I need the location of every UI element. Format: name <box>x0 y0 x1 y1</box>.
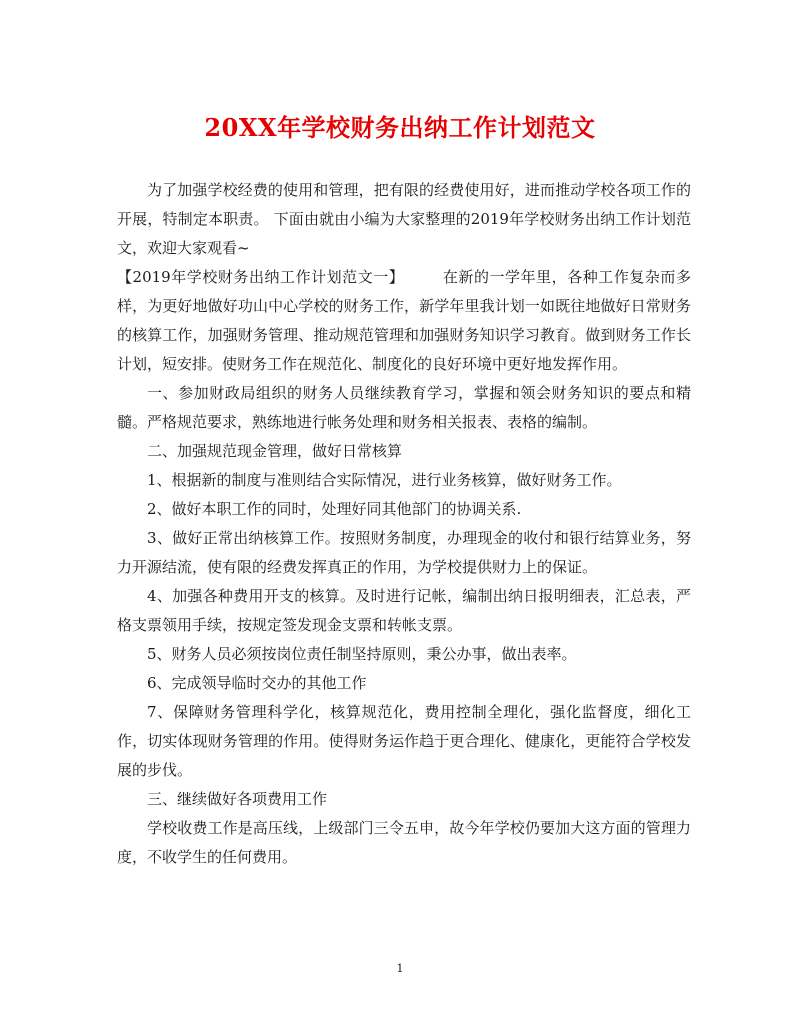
section-heading: 【2019年学校财务出纳工作计划范文一】 <box>117 268 405 286</box>
paragraph-5: 3、做好正常出纳核算工作。按照财务制度，办理现金的收付和银行结算业务，努力开源结流，使有限的经费发挥真正的作用，为学校提供财力上的保证。 <box>117 529 691 576</box>
section-opening: 在新的一学年里，各种工作复杂而多样，为更好地做好功山中心学校的财务工作，新学年里我计划一如既往地做好日常财务的核算工作，加强财务管理、推动规范管理和加强财务知识学习教育。做到财务工作长计划，短安排。使财务工作在规范化、制度化的良好环境中更好地发挥作用。 <box>117 268 691 373</box>
paragraph-3: 1、根据新的制度与准则结合实际情况，进行业务核算，做好财务工作。 <box>147 471 622 489</box>
page-number: 1 <box>396 962 404 975</box>
paragraph-7: 5、财务人员必须按岗位责任制坚持原则，秉公办事，做出表率。 <box>147 645 577 663</box>
document-title: 20XX年学校财务出纳工作计划范文 <box>204 113 596 142</box>
paragraph-11: 学校收费工作是高压线，上级部门三令五申，故今年学校仍要加大这方面的管理力度，不收学生的任何费用。 <box>117 819 691 866</box>
document-body <box>117 176 691 872</box>
section-paragraph <box>117 263 691 379</box>
paragraph-1: 一、参加财政局组织的财务人员继续教育学习，掌握和领会财务知识的要点和精髓。严格规范要求，熟练地进行帐务处理和财务相关报表、表格的编制。 <box>117 384 691 431</box>
paragraph-10: 三、继续做好各项费用工作 <box>147 790 328 808</box>
paragraph-6: 4、加强各种费用开支的核算。及时进行记帐，编制出纳日报明细表，汇总表，严格支票领用手续，按规定签发现金支票和转帐支票。 <box>117 587 691 634</box>
paragraph-8: 6、完成领导临时交办的其他工作 <box>147 674 367 692</box>
paragraph-2: 二、加强规范现金管理，做好日常核算 <box>147 442 403 460</box>
paragraph-4: 2、做好本职工作的同时，处理好同其他部门的协调关系. <box>147 500 522 518</box>
intro-paragraph: 为了加强学校经费的使用和管理，把有限的经费使用好，进而推动学校各项工作的开展，特制定本职责。 下面由就由小编为大家整理的2019年学校财务出纳工作计划范文，欢迎大家观看~ <box>117 181 691 257</box>
paragraph-9: 7、保障财务管理科学化，核算规范化，费用控制全理化，强化监督度，细化工作，切实体现财务管理的作用。使得财务运作趋于更合理化、健康化，更能符合学校发展的步伐。 <box>117 703 691 779</box>
